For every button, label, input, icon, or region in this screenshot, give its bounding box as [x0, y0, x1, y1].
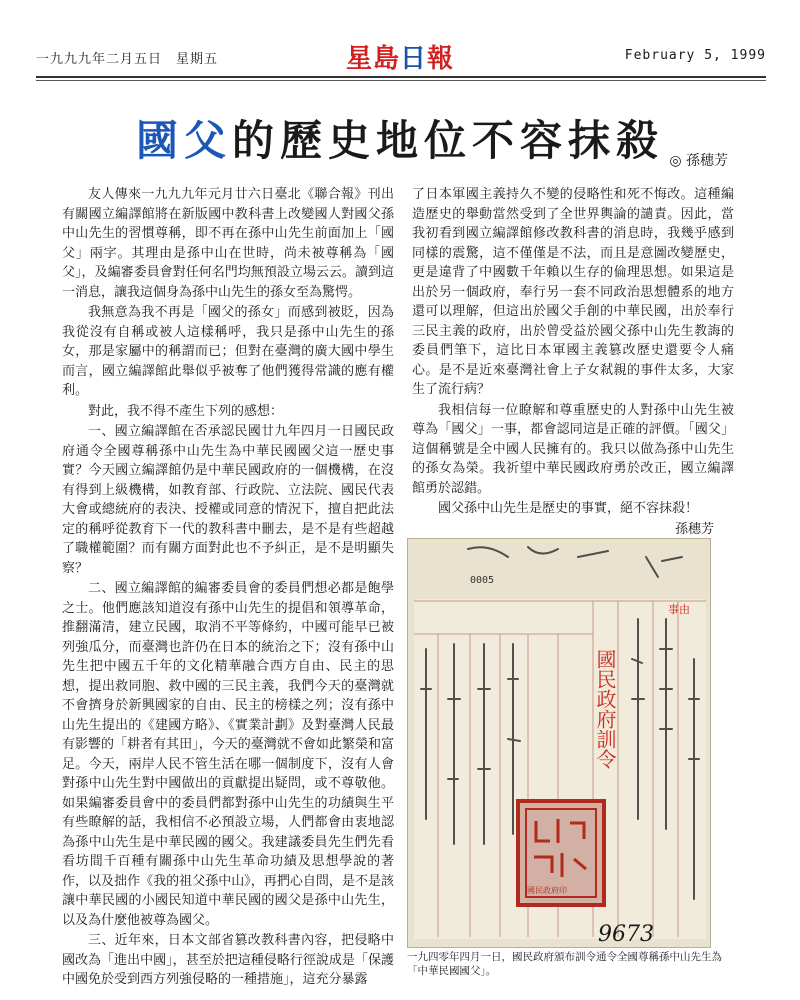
logo-text-right: 報	[427, 44, 455, 74]
document-illustration	[408, 539, 711, 948]
masthead-date-english: February 5, 1999	[624, 48, 766, 63]
article-paragraph: 我相信每一位瞭解和尊重歷史的人對孫中山先生被尊為「國父」一事，都會認同這是正確的評價。「國父」這個稱號是全中國人民擁有的。我只以做為孫中山先生的孫女為榮。我祈望中華民國政府勇於改正，國立編譯館勇於認錯。	[412, 402, 734, 496]
headline-rest: 的歷史地位不容抹殺	[232, 116, 665, 165]
seal-label: 國民政府印	[527, 886, 567, 895]
masthead	[36, 38, 766, 78]
masthead-date-chinese: 一九九九年二月五日 星期五	[36, 52, 219, 67]
article-paragraph: 二、國立編譯館的編審委員會的委員們想必都是飽學之士。他們應該知道沒有孫中山先生的提倡和領導革命，推翻滿清，建立民國，取消不平等條約，中國可能早已被列強瓜分，而臺灣也許仍在日本的統治之下；沒有孫中山先生把中國五千年的文化精華融合西方自由、民主的思想，提出救同胞、救中國的三民主義，我們今天的臺灣就不會擠身於新興國家的自由、民主的榜樣之列；沒有孫中山先生提出的《建國方略》、《實業計劃》及對臺灣人民最有影響的「耕者有其田」，今天的臺灣就不會如此繁榮和富足。今天，兩岸人民不管生活在哪一個制度下，沒有人會對孫中山先生對中國做出的貢獻提出疑問，或不尊敬他。如果編審委員會中的委員們都對孫中山先生的功績與生平有些瞭解的話，我相信不必預設立場，人們都會由衷地認為孫中山先生是中華民國的國父。我建議委員先生們先看看坊間千百種有關孫中山先生革命功績及思想學說的著作，以及拙作《我的祖父孫中山》，再捫心自問，是不是該讓中華民國的小國民知道中華民國的國父是孫中山先生，以及為什麼他被尊為國父。	[62, 581, 394, 928]
article-column-left	[62, 185, 394, 991]
document-heading: 國民政府訓令	[593, 649, 617, 769]
historical-document-photo	[407, 538, 711, 948]
logo-text-left: 星島	[346, 44, 401, 74]
article-signature: 孫穗芳	[674, 521, 714, 537]
article-paragraph: 了日本軍國主義持久不變的侵略性和死不悔改。這種編造歷史的舉動當然受到了全世界輿論的譴責。因此，當我初看到國立編譯館修改教科書的消息時，我幾乎感到同樣的震驚，這不僅僅是不法，而且是意圖改變歷史，更是違背了中國數千年賴以生存的倫理思想。如果這是出於另一個政府，奉行另一套不同政治思想體系的地方還可以理解，但這出於國父手創的中華民國，出於奉行三民主義的政府，出於曾受益於國父孫中山先生教誨的委員們筆下，這比日本軍國主義篡改歷史還要令人痛心。是不是近來臺灣社會上子女弒親的事件太多，大家生了流行病？	[412, 187, 734, 397]
masthead-rule	[36, 76, 766, 78]
logo-text-mid: 日	[400, 44, 428, 74]
newspaper-logo	[346, 38, 454, 75]
article-paragraph: 對此，我不得不產生下列的感想：	[88, 403, 284, 419]
article-paragraph: 我無意為我不再是「國父的孫女」而感到被貶，因為我從沒有自稱或被人這樣稱呼，我只是孫中山先生的孫女，那是家屬中的稱謂而已；但對在臺灣的廣大國中學生而言，國立編譯館此舉似乎被奪了他們獲得常識的應有權利。	[62, 305, 394, 398]
document-stamp-text: 事由	[668, 603, 690, 616]
article-paragraph: 友人傳來一九九九年元月廿六日臺北《聯合報》刊出有關國立編譯館將在新版國中教科書上改變國人對國父孫中山先生的習慣尊稱，即不再在孫中山先生前面加上「國父」兩字。其理由是孫中山在世時，尚未被尊稱為「國父」，及編審委員會對任何名門均無預設立場云云。讀到這一消息，讓我這個身為孫中山先生的孫女至為驚愕。	[62, 187, 394, 300]
article-byline: ◎ 孫穗芳	[669, 153, 728, 169]
photo-caption: 一九四零年四月一日，國民政府頒布訓令通令全國尊稱孫中山先生為「中華民國國父」。	[407, 951, 722, 977]
article-paragraph: 三、近年來，日本文部省篡改教科書內容，把侵略中國改為「進出中國」，甚至於把這種侵略行徑說成是「保護中國免於受到西方列強侵略的一種措施」，這充分暴露	[62, 933, 394, 987]
document-number-bottom: 9673	[598, 922, 654, 947]
document-heading-group	[593, 649, 617, 770]
headline-highlight: 國父	[135, 116, 232, 165]
document-number-top: 0005	[470, 575, 495, 586]
document-red-seal	[518, 801, 604, 905]
article-column-right	[412, 185, 734, 561]
masthead-rule-thin	[36, 80, 766, 81]
article-paragraph: 一、國立編譯館在否承認民國廿九年四月一日國民政府通令全國尊稱孫中山先生為中華民國國父這一歷史事實？今天國立編譯館仍是中華民國政府的一個機構，在沒有得到上級機構，如教育部、行政院、立法院、國民代表大會或總統府的表決、授權或同意的情況下，擅自把此法定的稱呼從教育下一代的教科書中刪去，是不是有些超越了職權範圍？而有關方面對此也不予糾正，是不是明顯失察？	[62, 424, 394, 576]
article-paragraph: 國父孫中山先生是歷史的事實，絕不容抹殺！	[438, 501, 699, 516]
